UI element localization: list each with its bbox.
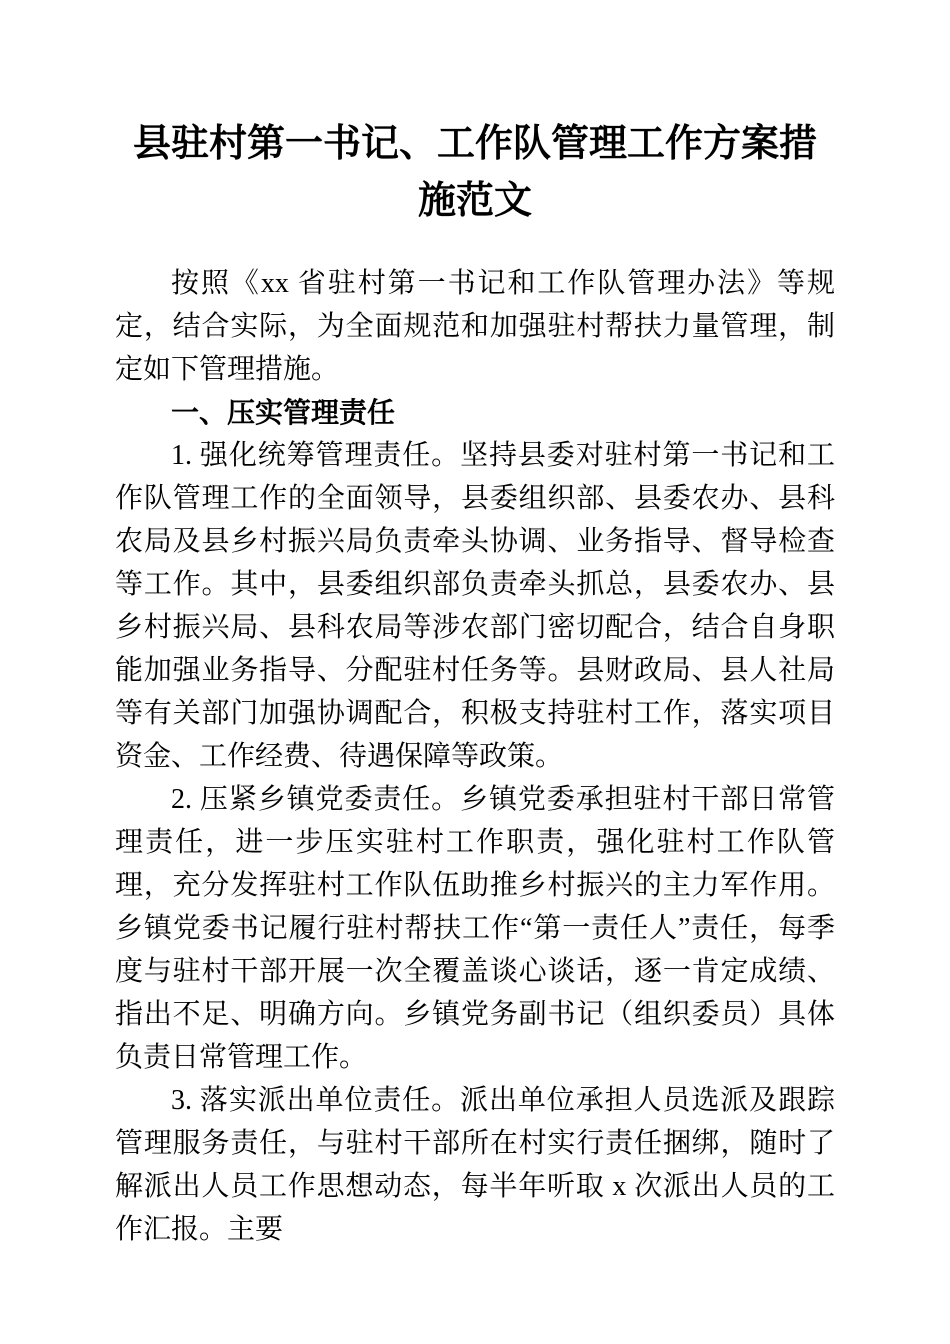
section1-paragraph-3: 3. 落实派出单位责任。派出单位承担人员选派及跟踪管理服务责任，与驻村干部所在村实行责任捆绑，随时了解派出人员工作思想动态，每半年听取 x 次派出人员的工作汇报。主要 bbox=[115, 1085, 835, 1245]
section1-paragraph-1: 1. 强化统筹管理责任。坚持县委对驻村第一书记和工作队管理工作的全面领导，县委组织部、县委农办、县科农局及县乡村振兴局负责牵头协调、业务指导、督导检查等工作。其中，县委组织部负责牵头抓总，县委农办、县乡村振兴局、县科农局等涉农部门密切配合，结合自身职能加强业务指导、分配驻村任务等。县财政局、县人社局等有关部门加强协调配合，积极支持驻村工作，落实项目资金、工作经费、待遇保障等政策。 bbox=[115, 440, 835, 772]
section1-paragraph-2: 2. 压紧乡镇党委责任。乡镇党委承担驻村干部日常管理责任，进一步压实驻村工作职责，强化驻村工作队管理，充分发挥驻村工作队伍助推乡村振兴的主力军作用。乡镇党委书记履行驻村帮扶工作“第一责任人”责任，每季度与驻村干部开展一次全覆盖谈心谈话，逐一肯定成绩、指出不足、明确方向。乡镇党务副书记（组织委员）具体负责日常管理工作。 bbox=[115, 784, 835, 1073]
intro-paragraph: 按照《xx 省驻村第一书记和工作队管理办法》等规定，结合实际，为全面规范和加强驻村帮扶力量管理，制定如下管理措施。 bbox=[115, 268, 835, 385]
document-title: 县驻村第一书记、工作队管理工作方案措施范文 bbox=[132, 123, 817, 222]
section-heading-1: 一、压实管理责任 bbox=[171, 397, 396, 428]
